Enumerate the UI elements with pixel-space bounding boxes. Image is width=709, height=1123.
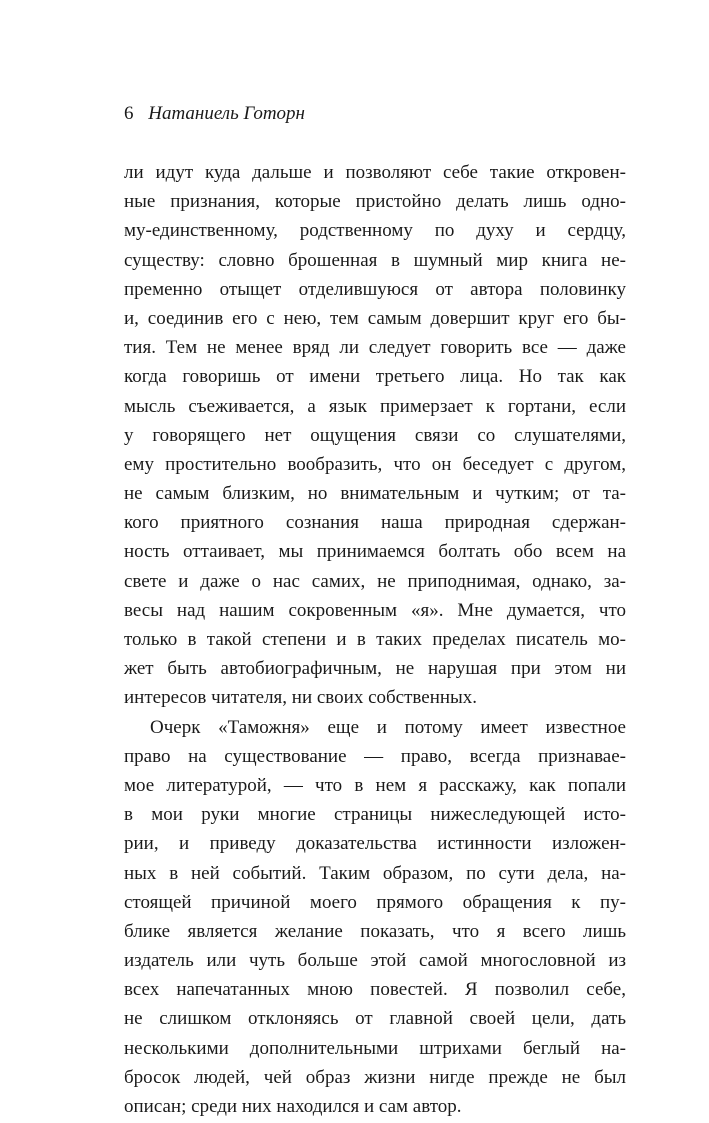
running-head [124, 100, 626, 128]
body-text [124, 158, 626, 1121]
text-line: рии, и приведу доказательства истинности изложен- [124, 833, 626, 855]
text-line: когда говоришь от имени третьего лица. Но так как [124, 366, 626, 388]
text-line: свете и даже о нас самих, не приподнимая, однако, за- [124, 570, 626, 592]
text-line: мое литературой, — что в нем я расскажу, как попали [124, 774, 626, 796]
text-line: всех напечатанных мною повестей. Я позволил себе, [124, 979, 626, 1001]
text-line: ли идут куда дальше и позволяют себе такие откровен- [124, 162, 626, 183]
text-line: только в такой степени и в таких пределах писатель мо- [124, 629, 626, 650]
text-line: не слишком отклоняясь от главной своей цели, дать [124, 1008, 626, 1030]
text-line: в мои руки многие страницы нижеследующей исто- [124, 804, 626, 826]
text-line: не самым близким, но внимательным и чутким; от та- [124, 483, 626, 505]
text-line: ные признания, которые пристойно делать лишь одно- [124, 191, 626, 213]
text-line: право на существование — право, всегда признавае- [124, 745, 626, 767]
text-line: издатель или чуть больше этой самой многословной из [124, 950, 626, 972]
paragraph [124, 158, 626, 713]
text-line: жет быть автобиографичным, не нарушая при этом ни [124, 658, 626, 680]
text-line: ных в ней событий. Таким образом, по сути дела, на- [124, 862, 626, 884]
running-head-author: Натаниель Готорн [148, 103, 305, 124]
text-line: кого приятного сознания наша природная сдержан- [124, 512, 626, 534]
text-line: несколькими дополнительными штрихами беглый на- [124, 1037, 626, 1059]
text-line: весы над нашим сокровенным «я». Мне думается, что [124, 599, 626, 621]
text-line: у говорящего нет ощущения связи со слушателями, [124, 424, 626, 446]
text-line: ему простительно вообразить, что он беседует с другом, [124, 453, 626, 475]
text-line: бросок людей, чей образ жизни нигде прежде не был [124, 1066, 626, 1088]
text-line: тия. Тем не менее вряд ли следует говорить все — даже [124, 337, 626, 359]
text-line: существу: словно брошенная в шумный мир книга не- [124, 249, 626, 271]
text-line: Очерк «Таможня» еще и потому имеет известное [150, 716, 626, 738]
text-line: и, соединив его с нею, тем самым довершит круг его бы- [124, 307, 626, 329]
page-number: 6 [124, 103, 134, 124]
text-line: пременно отыщет отделившуюся от автора половинку [124, 278, 626, 300]
text-line: му-единственному, родственному по духу и сердцу, [124, 220, 626, 242]
paragraph [124, 713, 626, 1122]
text-line: стоящей причиной моего прямого обращения к пу- [124, 891, 626, 913]
text-line: ность оттаивает, мы принимаемся болтать обо всем на [124, 541, 626, 563]
text-line: интересов читателя, ни своих собственных. [124, 687, 478, 709]
text-line: описан; среди них находился и сам автор. [124, 1096, 462, 1117]
text-line: блике является желание показать, что я всего лишь [124, 920, 626, 942]
book-page [124, 100, 626, 1121]
text-line: мысль съеживается, а язык примерзает к гортани, если [124, 395, 626, 417]
